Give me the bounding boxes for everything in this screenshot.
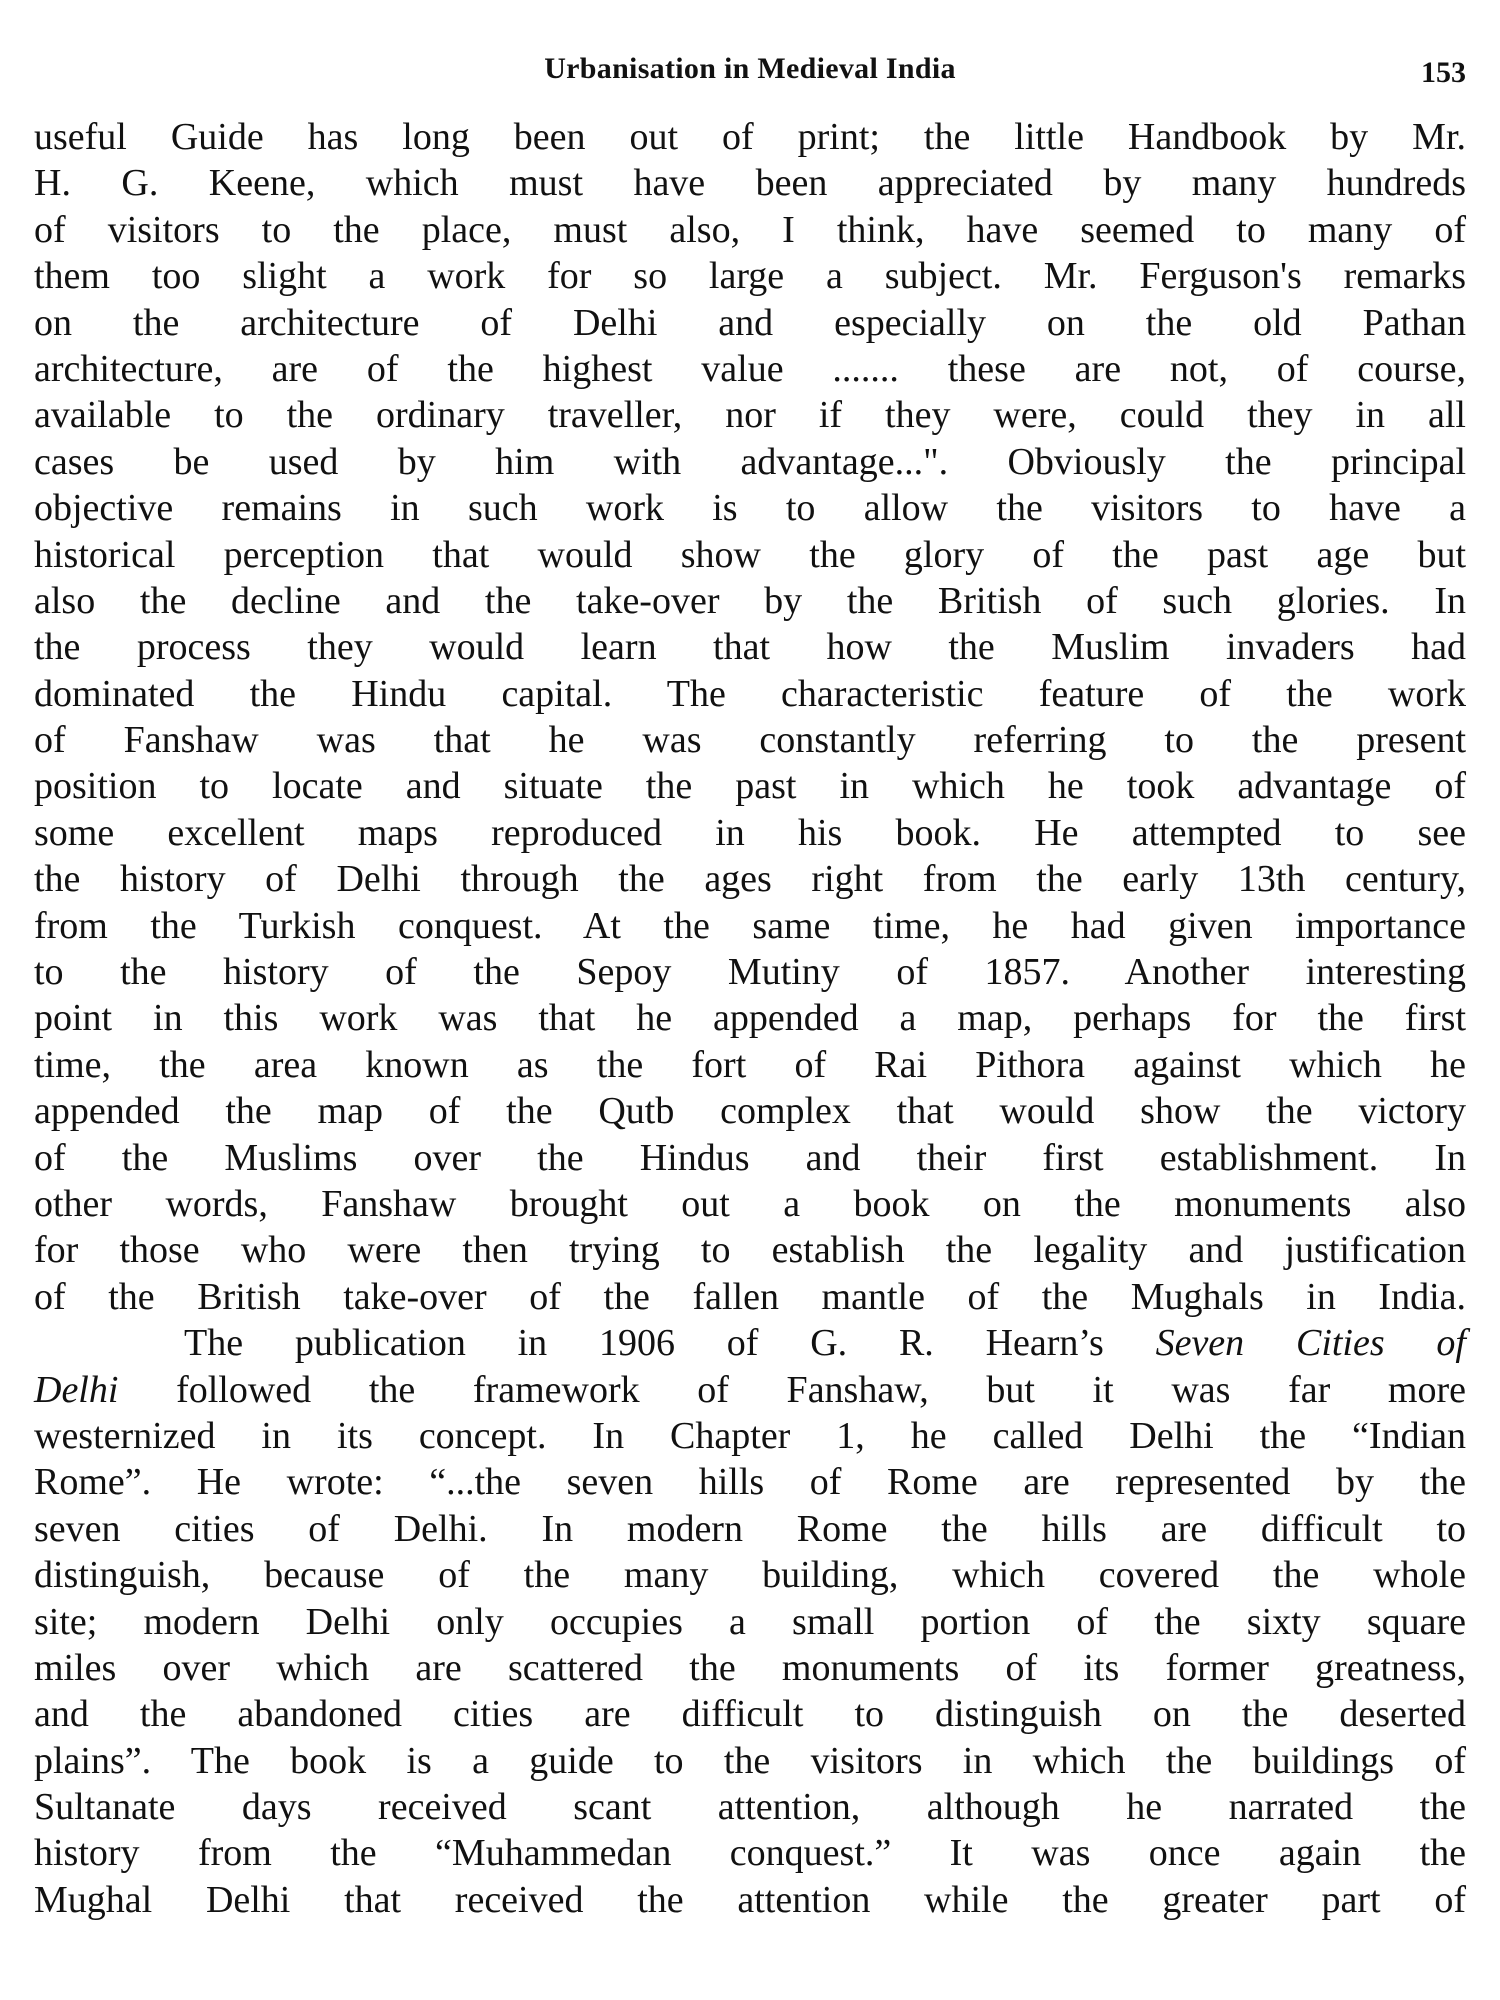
text-line: from the Turkish conquest. At the same time, he had given importance: [34, 904, 1466, 947]
text-line: of visitors to the place, must also, I think, have seemed to many of: [34, 208, 1466, 251]
text-line: westernized in its concept. In Chapter 1, he called Delhi the “Indian: [34, 1414, 1466, 1457]
text-line: appended the map of the Qutb complex that would show the victory: [34, 1090, 1466, 1133]
text-run: The publication in 1906 of G. R. Hearn’s: [184, 1322, 1156, 1365]
text-line: objective remains in such work is to allow the visitors to have a: [34, 487, 1466, 530]
text-line: of the British take-over of the fallen mantle of the Mughals in India.: [34, 1275, 1466, 1318]
text-line: site; modern Delhi only occupies a small portion of the sixty square: [34, 1600, 1466, 1643]
text-line: architecture, are of the highest value ....... these are not, of course,: [34, 347, 1466, 390]
text-line: other words, Fanshaw brought out a book on the monuments also: [34, 1182, 1466, 1225]
body-text: [34, 114, 1466, 1923]
text-line: also the decline and the take-over by the British of such glories. In: [34, 579, 1466, 622]
text-line: point in this work was that he appended a map, perhaps for the first: [34, 997, 1466, 1040]
text-run: followed the framework of Fanshaw, but it was far more: [118, 1368, 1466, 1411]
text-line: to the history of the Sepoy Mutiny of 1857. Another interesting: [34, 951, 1466, 994]
text-line: history from the “Muhammedan conquest.” It was once again the: [34, 1832, 1466, 1875]
text-line: H. G. Keene, which must have been appreciated by many hundreds: [34, 162, 1466, 205]
text-line: of Fanshaw was that he was constantly referring to the present: [34, 719, 1466, 762]
text-line: Mughal Delhi that received the attention while the greater part of: [34, 1878, 1466, 1921]
text-line: [34, 1367, 1466, 1413]
text-line: cases be used by him with advantage...". Obviously the principal: [34, 440, 1466, 483]
text-line: of the Muslims over the Hindus and their first establishment. In: [34, 1136, 1466, 1179]
running-title: Urbanisation in Medieval India: [544, 52, 956, 85]
text-line: the history of Delhi through the ages right from the early 13th century,: [34, 858, 1466, 901]
text-line: time, the area known as the fort of Rai Pithora against which he: [34, 1043, 1466, 1086]
text-line: useful Guide has long been out of print; the little Handbook by Mr.: [34, 116, 1466, 158]
text-line: seven cities of Delhi. In modern Rome the hills are difficult to: [34, 1507, 1466, 1550]
page-number: 153: [1421, 56, 1466, 89]
text-line: dominated the Hindu capital. The characteristic feature of the work: [34, 672, 1466, 715]
text-line: historical perception that would show the glory of the past age but: [34, 533, 1466, 576]
book-title-italic: Delhi: [34, 1368, 119, 1411]
text-line: Rome”. He wrote: “...the seven hills of Rome are represented by the: [34, 1461, 1466, 1504]
text-line: distinguish, because of the many building, which covered the whole: [34, 1554, 1466, 1597]
text-line: the process they would learn that how the Muslim invaders had: [34, 626, 1466, 669]
text-line: and the abandoned cities are difficult to distinguish on the deserted: [34, 1693, 1466, 1736]
text-line: for those who were then trying to establish the legality and justification: [34, 1229, 1466, 1272]
text-line: miles over which are scattered the monuments of its former greatness,: [34, 1646, 1466, 1689]
book-title-italic: Seven Cities of: [1155, 1322, 1466, 1365]
text-line: on the architecture of Delhi and especially on the old Pathan: [34, 301, 1466, 344]
text-line: available to the ordinary traveller, nor if they were, could they in all: [34, 394, 1466, 437]
text-line: them too slight a work for so large a subject. Mr. Ferguson's remarks: [34, 255, 1466, 298]
running-head: [34, 52, 1466, 92]
text-line: plains”. The book is a guide to the visitors in which the buildings of: [34, 1739, 1466, 1782]
text-line: position to locate and situate the past in which he took advantage of: [34, 765, 1466, 808]
text-line: Sultanate days received scant attention, although he narrated the: [34, 1786, 1466, 1829]
text-line: some excellent maps reproduced in his book. He attempted to see: [34, 811, 1466, 854]
paragraph-start-line: [34, 1320, 1466, 1366]
